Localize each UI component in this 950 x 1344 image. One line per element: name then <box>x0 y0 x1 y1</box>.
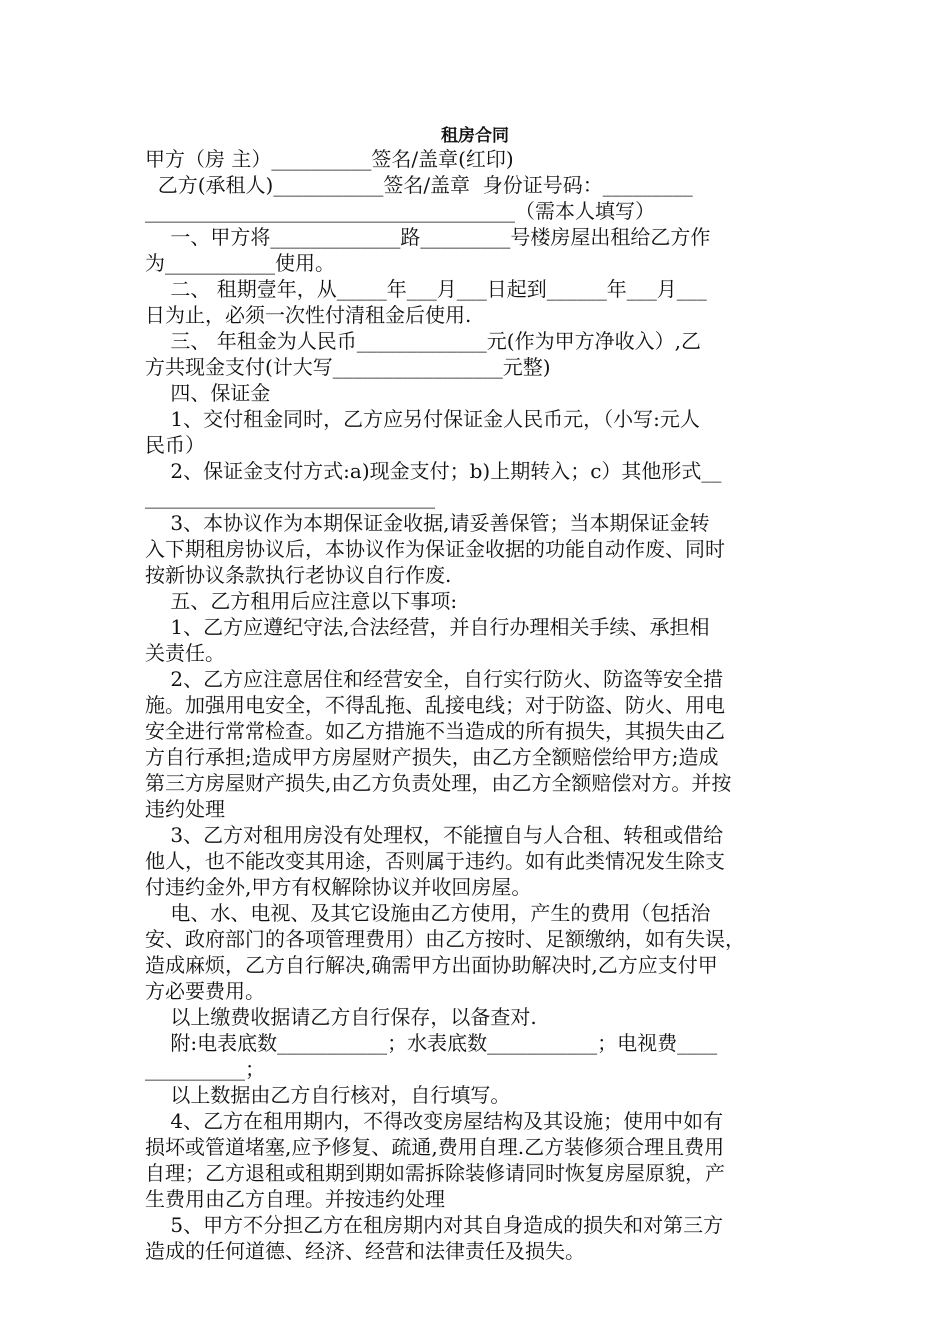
text-line: 2、乙方应注意居住和经营安全，自行实行防火、防盗等安全措 <box>145 667 724 691</box>
text-line: 甲方（房 主）__________签名/盖章(红印) <box>145 147 514 171</box>
document-title: 租房合同 <box>441 126 509 146</box>
text-line: _____________________________________（需本人填写） <box>145 199 655 223</box>
text-line: 安、政府部门的各项管理费用）由乙方按时、足额缴纳，如有失误， <box>145 927 745 951</box>
text-line: 2、保证金支付方式:a)现金支付；b)上期转入；c）其他形式__ <box>145 459 722 483</box>
text-line: __________； <box>145 1057 265 1081</box>
text-line: _____________________________ <box>145 485 435 509</box>
text-line: 造成麻烦，乙方自行解决,确需甲方出面协助解决时,乙方应支付甲 <box>145 953 718 977</box>
text-line: 日为止，必须一次性付清租金后使用. <box>145 303 472 327</box>
text-line: 入下期租房协议后，本协议作为保证金收据的功能自动作废、同时 <box>145 537 725 561</box>
text-line: 5、甲方不分担乙方在租房期内对其自身造成的损失和对第三方 <box>145 1213 724 1237</box>
text-line: 方自行承担;造成甲方房屋财产损失，由乙方全额赔偿给甲方;造成 <box>145 745 719 769</box>
text-line: 他人，也不能改变其用途，否则属于违约。如有此类情况发生除支 <box>145 849 725 873</box>
text-line: 第三方房屋财产损失,由乙方负责处理，由乙方全额赔偿对方。并按 <box>145 771 732 795</box>
text-line: 付违约金外,甲方有权解除协议并收回房屋。 <box>145 875 532 899</box>
text-line: 1、交付租金同时，乙方应另付保证金人民币元，（小写:元人 <box>145 407 700 431</box>
text-line: 附:电表底数___________；水表底数___________；电视费____ <box>145 1031 718 1055</box>
text-line: 以上缴费收据请乙方自行保存，以备查对. <box>145 1005 537 1029</box>
text-line: 造成的任何道德、经济、经营和法律责任及损失。 <box>145 1239 585 1263</box>
text-line: 1、乙方应遵纪守法,合法经营，并自行办理相关手续、承担相 <box>145 615 710 639</box>
text-line: 4、乙方在租用期内，不得改变房屋结构及其设施；使用中如有 <box>145 1109 724 1133</box>
text-line: 生费用由乙方自理。并按违约处理 <box>145 1187 445 1211</box>
text-line: 3、本协议作为本期保证金收据,请妥善保管；当本期保证金转 <box>145 511 710 535</box>
text-line: 二、 租期壹年，从_____年___月___日起到______年___月___ <box>145 277 707 301</box>
text-line: 方共现金支付(计大写_________________元整) <box>145 355 551 379</box>
text-line: 一、甲方将_____________路_________号楼房屋出租给乙方作 <box>145 225 711 249</box>
text-line: 施。加强用电安全，不得乱拖、乱接电线；对于防盗、防火、用电 <box>145 693 725 717</box>
text-line: 三、 年租金为人民币_____________元(作为甲方净收入）,乙 <box>145 329 701 353</box>
text-line: 电、水、电视、及其它设施由乙方使用，产生的费用（包括治 <box>145 901 711 925</box>
text-line: 民币） <box>145 433 205 457</box>
text-line: 3、乙方对租用房没有处理权，不能擅自与人合租、转租或借给 <box>145 823 724 847</box>
text-line: 为___________使用。 <box>145 251 335 275</box>
text-line: 乙方(承租人)___________签名/盖章 身份证号码：_________ <box>145 173 693 197</box>
text-line: 五、乙方租用后应注意以下事项: <box>145 589 458 613</box>
text-line: 关责任。 <box>145 641 225 665</box>
contract-body <box>145 146 805 1264</box>
text-line: 违约处理 <box>145 797 225 821</box>
text-line: 四、保证金 <box>145 381 271 405</box>
text-line: 以上数据由乙方自行核对，自行填写。 <box>145 1083 511 1107</box>
text-line: 损坏或管道堵塞,应予修复、疏通,费用自理.乙方装修须合理且费用 <box>145 1135 725 1159</box>
text-line: 自理；乙方退租或租期到期如需拆除装修请同时恢复房屋原貌，产 <box>145 1161 725 1185</box>
text-line: 按新协议条款执行老协议自行作废. <box>145 563 452 587</box>
text-line: 方必要费用。 <box>145 979 265 1003</box>
text-line: 安全进行常常检查。如乙方措施不当造成的所有损失，其损失由乙 <box>145 719 725 743</box>
